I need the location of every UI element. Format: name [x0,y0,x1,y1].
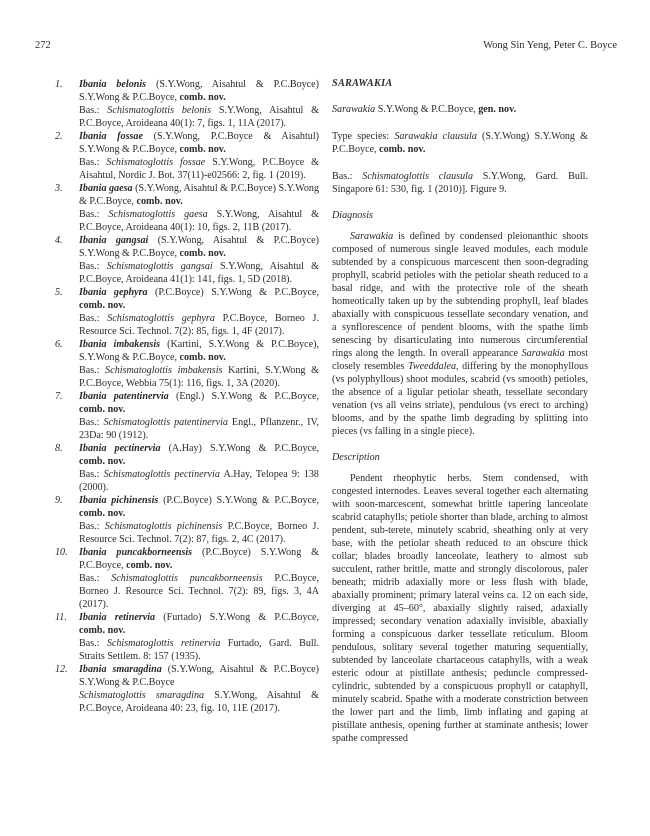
genus-status: gen. nov. [478,104,517,115]
basionym-citation: S.Y.Wong, Aisahtul & P.C.Boyce, Aroideana 40(1): 10, figs. 2, 11B (2017). [79,209,320,233]
species-authors: (Kartini, S.Y.Wong & P.C.Boyce), S.Y.Wong & P.C.Boyce, [79,339,319,363]
entry-title [79,663,319,689]
basionym-name: Schismatoglottis retinervia [106,638,221,649]
diagnosis-text [332,230,588,438]
species-name: Ibania retinervia [79,612,156,623]
basionym [79,416,319,442]
basionym [79,312,319,338]
nomenclatural-status: comb. nov. [79,404,126,415]
basionym-name: Schismatoglottis imbakensis [105,365,223,376]
diagnosis-genus: Sarawakia [350,231,394,242]
species-authors: (P.C.Boyce) S.Y.Wong & P.C.Boyce, [147,287,319,298]
entry-title [79,494,319,520]
species-entry [55,390,319,442]
species-entry [55,546,319,611]
basionym [79,689,319,715]
entry-title [79,130,319,156]
basionym-citation: S.Y.Wong, P.C.Boyce & Aisahtul, Nordic J. Bot. 37(11)-e02566: 2, fig. 1 (2019). [79,157,319,181]
genus-authors: S.Y.Wong & P.C.Boyce, [375,104,479,115]
basionym [79,104,319,130]
species-authors: (Engl.) S.Y.Wong & P.C.Boyce, [168,391,319,402]
species-entry [55,286,319,338]
basionym-name: Schismatoglottis puncakborneensis [111,573,263,584]
page-number: 272 [35,40,51,51]
species-authors: (A.Hay) S.Y.Wong & P.C.Boyce, [160,443,320,454]
basionym-name: Schismatoglottis belonis [107,105,212,116]
entry-title [79,442,319,468]
basionym-name: Schismatoglottis pectinervia [103,469,220,480]
basionym-citation: Kartini, S.Y.Wong & P.C.Boyce, Webbia 75(1): 116, figs. 1, 3A (2020). [79,365,319,389]
entry-number: 12. [55,664,68,675]
description-heading: Description [332,452,380,463]
species-name: Ibania imbakensis [79,339,161,350]
species-name: Ibania gephyra [79,287,148,298]
basionym-name: Schismatoglottis patentinervia [103,417,228,428]
species-entry [55,130,319,182]
entry-number: 10. [55,547,68,558]
basionym-citation: S.Y.Wong, Aisahtul & P.C.Boyce, Aroideana 41(1): 141, figs. 1, 5D (2018). [79,261,319,285]
entry-title [79,78,319,104]
species-name: Ibania fossae [79,131,143,142]
basionym-prefix: Bas.: [79,638,107,649]
entry-number: 9. [55,495,63,506]
species-authors: (P.C.Boyce) S.Y.Wong & P.C.Boyce, [79,547,319,571]
basionym-name: Schismatoglottis gephyra [107,313,215,324]
basionym-prefix: Bas.: [79,573,112,584]
entry-title [79,390,319,416]
diagnosis-body-1: is defined by condensed pleionanthic shoots composed of numerous single leaved modules, each module subtended by a conspicuous marcescent then soon-degrading prophyll, scabrid petioles with the petiolar sheath reduced to a basal ridge, and with the protective role of the sheath homeotically taken up by the subtending prophyll, leaf blades abaxially with conspicuous tessellate secondary venation, and a synflorescence of pendent blooms, with the spathe limb senescing by disarticulating into numerous circumferential rings along the length. In overall appearance [332,231,588,359]
entry-number: 6. [55,339,63,350]
entry-title [79,546,319,572]
entry-number: 11. [55,612,67,623]
basionym-name: Schismatoglottis gaesa [108,209,208,220]
species-authors: (S.Y.Wong, P.C.Boyce & Aisahtul) S.Y.Wong & P.C.Boyce, [79,131,319,155]
diagnosis-genus-2: Sarawakia [521,348,565,359]
entry-number: 5. [55,287,63,298]
nomenclatural-status: comb. nov. [136,196,183,207]
description-text: Pendent rheophytic herbs. Stem condensed, with congested internodes. Leaves several together each alternating with soon-marcescent, somewhat brittle tapering lanceolate scabrid cataphylls; petiole shorter than blade, arching to almost pendent, sub-terete, minutely scabrid, sheathing only at very base, with the petiolar sheath reduced to an obscure thick collar; blades broadly lanceolate, leathery to almost sub succulent, rather brittle, matte and strongly discolorous, paler beneath; midrib adaxially more or less flush with blade, abaxially prominent; primary lateral veins ca. 12 on each side, diverging at 45–60°, abaxially slightly raised, adaxially impressed; secondary venation adaxially invisible, abaxially forming a conspicuous darker tessellate reticulum. Bloom pendulous, solitary several together maturing sequentially, subtended by lanceolate chartaceous cataphylls, with a weak esteric odour at pistillate anthesis; peduncle compressed-cylindric, subtended by a conspicuous prophyll or cataphyll, minutely scabrid. Spathe with a moderate constriction between the lower part and the limb, limb inflating and gaping at pistillate anthesis, opening further at staminate anthesis; lower spathe compressed [332,473,588,744]
type-authors: (S.Y.Wong) S.Y.Wong & P.C.Boyce, [332,131,588,155]
section-title: SARAWAKIA [332,78,393,89]
nomenclatural-status: comb. nov. [79,625,126,636]
species-name: Ibania smaragdina [79,664,162,675]
entry-title [79,234,319,260]
basionym-prefix: Bas.: [79,365,106,376]
basionym [79,520,319,546]
species-name: Ibania pectinervia [79,443,161,454]
basionym-prefix: Bas.: [79,521,105,532]
entry-number: 2. [55,131,63,142]
basionym [79,208,319,234]
basionym-prefix: Bas.: [79,469,104,480]
basionym-citation: S.Y.Wong, Aisahtul & P.C.Boyce, Aroideana 40: 23, fig. 10, 11E (2017). [79,690,319,714]
basionym-name: Schismatoglottis smaragdina [79,690,205,701]
basionym-prefix: Bas.: [79,313,108,324]
basionym-citation: Engl., Pflanzenr., IV, 23Da: 90 (1912). [79,417,320,441]
basionym-prefix: Bas.: [79,209,109,220]
type-bas-name: Schismatoglottis clausula [362,171,473,182]
nomenclatural-status: comb. nov. [126,560,173,571]
diagnosis-body-2: most closely resembles [332,348,588,372]
nomenclatural-status: comb. nov. [79,508,126,519]
nomenclatural-status: comb. nov. [179,248,226,259]
entry-number: 8. [55,443,63,454]
species-entry [55,234,319,286]
type-species [332,130,588,156]
type-basionym [332,170,588,196]
entry-number: 1. [55,79,63,90]
species-authors: (Furtado) S.Y.Wong & P.C.Boyce, [155,612,319,623]
diagnosis-heading: Diagnosis [332,210,373,221]
species-name: Ibania patentinervia [79,391,169,402]
type-name: Sarawakia clausula [394,131,477,142]
type-prefix: Type species: [332,131,395,142]
entry-number: 3. [55,183,63,194]
diagnosis-body-3: , differing by the monophyllous (vs polyphyllous) shoot modules, scabrid (vs smooth) petioles, the absence of a ligular petiolar sheath, tessellate secondary venation (vs all veins striate), pendulous (vs erect to arching) blooms, and by the spathe limb degrading by splitting into pieces (vs falling in a single piece). [332,361,589,437]
species-authors: (P.C.Boyce) S.Y.Wong & P.C.Boyce, [158,495,319,506]
species-authors: (S.Y.Wong, Aisahtul & P.C.Boyce) S.Y.Wong & P.C.Boyce, [79,183,319,207]
basionym [79,468,319,494]
nomenclatural-status: comb. nov. [179,352,226,363]
nomenclatural-status: comb. nov. [79,456,126,467]
basionym-citation: P.C.Boyce, Borneo J. Resource Sci. Technol. 7(2): 85, figs. 1, 4F (2017). [79,313,319,337]
basionym-name: Schismatoglottis gangsai [106,261,213,272]
species-name: Ibania gangsai [79,235,149,246]
basionym-prefix: Bas.: [79,157,107,168]
species-name: Ibania gaesa [79,183,133,194]
basionym [79,572,319,611]
species-entry [55,494,319,546]
type-status: comb. nov. [379,144,426,155]
entry-title [79,182,319,208]
entry-title [79,611,319,637]
running-head: Wong Sin Yeng, Peter C. Boyce [483,40,617,51]
species-entry [55,663,319,715]
basionym [79,260,319,286]
species-entry [55,611,319,663]
type-bas-rest: S.Y.Wong, Gard. Bull. Singapore 61: 530, fig. 1 (2010)]. Figure 9. [332,171,589,195]
basionym-citation: P.C.Boyce, Borneo J. Resource Sci. Technol. 7(2): 87, figs. 2, 4C (2017). [79,521,319,545]
basionym-name: Schismatoglottis fossae [106,157,206,168]
entry-number: 4. [55,235,63,246]
species-authors: (S.Y.Wong, Aisahtul & P.C.Boyce) S.Y.Wong & P.C.Boyce [79,664,320,688]
basionym [79,637,319,663]
genus-line [332,103,588,116]
genus-name: Sarawakia [332,104,376,115]
basionym-prefix: Bas.: [79,417,104,428]
nomenclatural-status: comb. nov. [179,144,226,155]
species-name: Ibania pichinensis [79,495,159,506]
entry-title [79,286,319,312]
nomenclatural-status: comb. nov. [179,92,226,103]
nomenclatural-status: comb. nov. [79,300,126,311]
species-entry [55,442,319,494]
species-name: Ibania puncakborneensis [79,547,193,558]
entry-number: 7. [55,391,63,402]
basionym-citation: A.Hay, Telopea 9: 138 (2000). [79,469,319,493]
basionym-prefix: Bas.: [79,261,107,272]
entry-title [79,338,319,364]
basionym [79,364,319,390]
basionym-prefix: Bas.: [79,105,108,116]
species-entry [55,182,319,234]
species-name: Ibania belonis [79,79,147,90]
basionym [79,156,319,182]
species-entry [55,338,319,390]
basionym-citation: Furtado, Gard. Bull. Straits Settlem. 8: 157 (1935). [79,638,320,662]
type-bas-prefix: Bas.: [332,171,363,182]
diagnosis-compare-genus: Tweeddalea [408,361,457,372]
species-authors: (S.Y.Wong, Aisahtul & P.C.Boyce) S.Y.Wong & P.C.Boyce, [79,79,319,103]
species-authors: (S.Y.Wong, Aisahtul & P.C.Boyce) S.Y.Wong & P.C.Boyce, [79,235,320,259]
right-column [332,78,588,745]
basionym-citation: P.C.Boyce, Borneo J. Resource Sci. Technol. 7(2): 89, figs. 3, 4A (2017). [79,573,319,610]
species-entry [55,78,319,130]
left-column [55,78,319,715]
basionym-name: Schismatoglottis pichinensis [104,521,223,532]
basionym-citation: S.Y.Wong, Aisahtul & P.C.Boyce, Aroideana 40(1): 7, figs. 1, 11A (2017). [79,105,319,129]
